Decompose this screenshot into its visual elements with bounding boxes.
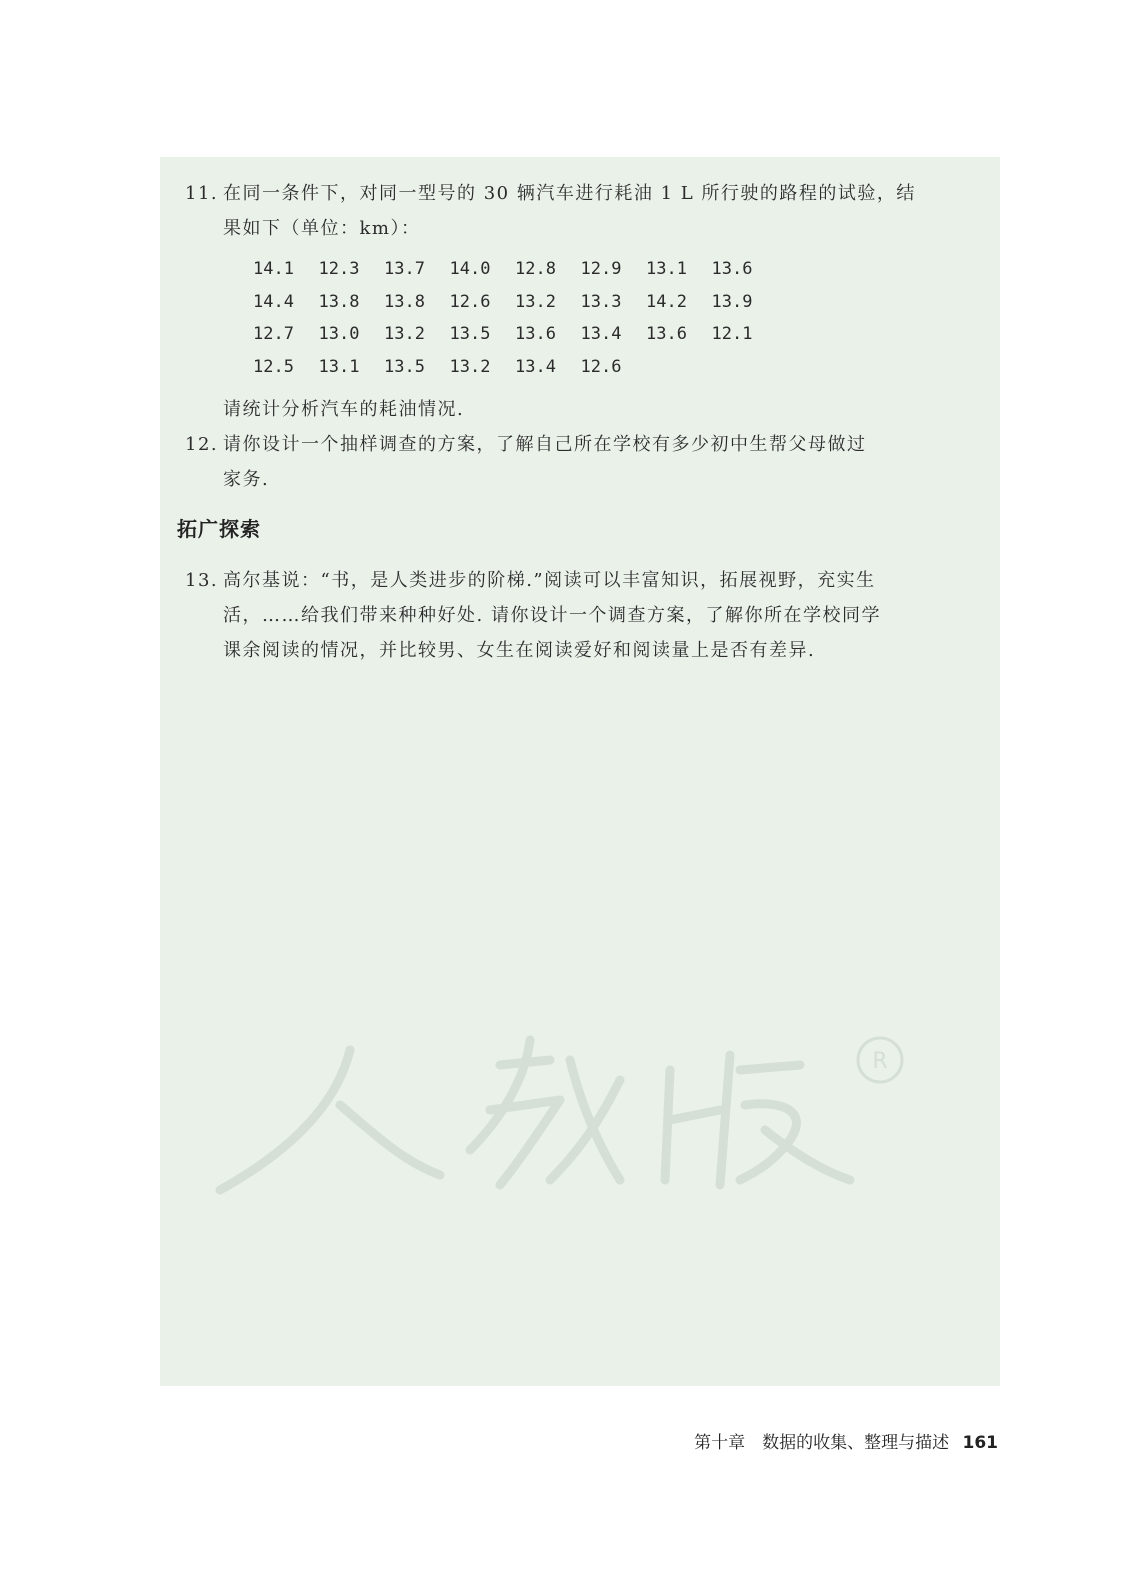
data-row-1: [253, 253, 777, 286]
data-cell: 14.2: [646, 291, 687, 312]
data-cell: 14.1: [253, 259, 294, 280]
data-cell: 12.6: [449, 291, 491, 312]
data-cell: 12.8: [515, 259, 556, 280]
data-row-2: [253, 286, 777, 319]
data-cell: 14.4: [253, 291, 294, 312]
data-cell: 13.6: [711, 259, 753, 280]
problem-13: [185, 563, 985, 668]
mileage-data-table: [253, 253, 777, 383]
data-cell: 13.5: [384, 356, 425, 377]
data-cell: 13.1: [318, 356, 360, 377]
data-cell: 13.5: [449, 324, 491, 345]
problem-11-number: 11.: [185, 183, 219, 204]
data-cell: 12.3: [318, 259, 360, 280]
data-cell: 13.9: [711, 291, 753, 312]
data-cell: 13.2: [449, 356, 491, 377]
data-cell: 12.6: [580, 356, 622, 377]
problem-11-line-1: 在同一条件下，对同一型号的 30 辆汽车进行耗油 1 L 所行驶的路程的试验，结: [223, 183, 916, 204]
problem-12-line-2: 家务.: [223, 469, 270, 490]
data-cell: [712, 351, 778, 384]
page-number: 161: [962, 1433, 998, 1453]
svg-text:R: R: [872, 1049, 888, 1074]
data-cell: 14.0: [449, 259, 491, 280]
data-cell: 13.1: [646, 259, 687, 280]
data-cell: 12.1: [711, 324, 753, 345]
problem-11-instruction: 请统计分析汽车的耗油情况.: [223, 399, 465, 420]
section-heading: 拓广探索: [177, 517, 261, 541]
problem-12-number: 12.: [185, 434, 219, 455]
problem-11-instruction-block: [185, 392, 985, 427]
problem-13-line-2: 活，……给我们带来种种好处. 请你设计一个调查方案，了解你所在学校同学: [223, 605, 881, 626]
problem-11: [185, 176, 985, 246]
data-cell: 13.8: [384, 291, 425, 312]
data-cell: 12.7: [253, 324, 294, 345]
publisher-watermark-logo: [200, 1010, 920, 1210]
data-cell: 13.4: [580, 324, 622, 345]
problem-13-number: 13.: [185, 570, 219, 591]
problem-13-line-3: 课余阅读的情况，并比较男、女生在阅读爱好和阅读量上是否有差异.: [223, 640, 816, 661]
data-cell: 12.9: [580, 259, 622, 280]
problem-11-line-2: 果如下（单位：km）：: [223, 218, 421, 239]
data-cell: 13.8: [318, 291, 360, 312]
data-cell: 13.7: [384, 259, 425, 280]
data-cell: 13.3: [580, 291, 622, 312]
data-row-3: [253, 318, 777, 351]
problem-11-text: [223, 176, 985, 246]
problem-13-text: [223, 563, 985, 668]
problem-13-line-1: 高尔基说：“书，是人类进步的阶梯.”阅读可以丰富知识，拓展视野，充实生: [223, 570, 876, 591]
data-row-4: [253, 351, 777, 384]
problem-12-text: [223, 427, 985, 497]
data-cell: 13.2: [515, 291, 556, 312]
problem-12: [185, 427, 985, 497]
data-cell: [646, 351, 712, 384]
page-footer: [694, 1428, 998, 1453]
data-cell: 13.2: [384, 324, 425, 345]
data-cell: 12.5: [253, 356, 294, 377]
chapter-title: 第十章 数据的收集、整理与描述: [694, 1433, 950, 1453]
data-cell: 13.6: [515, 324, 556, 345]
problem-12-line-1: 请你设计一个抽样调查的方案，了解自己所在学校有多少初中生帮父母做过: [223, 434, 867, 455]
data-cell: 13.4: [515, 356, 556, 377]
data-cell: 13.0: [318, 324, 360, 345]
data-cell: 13.6: [646, 324, 687, 345]
